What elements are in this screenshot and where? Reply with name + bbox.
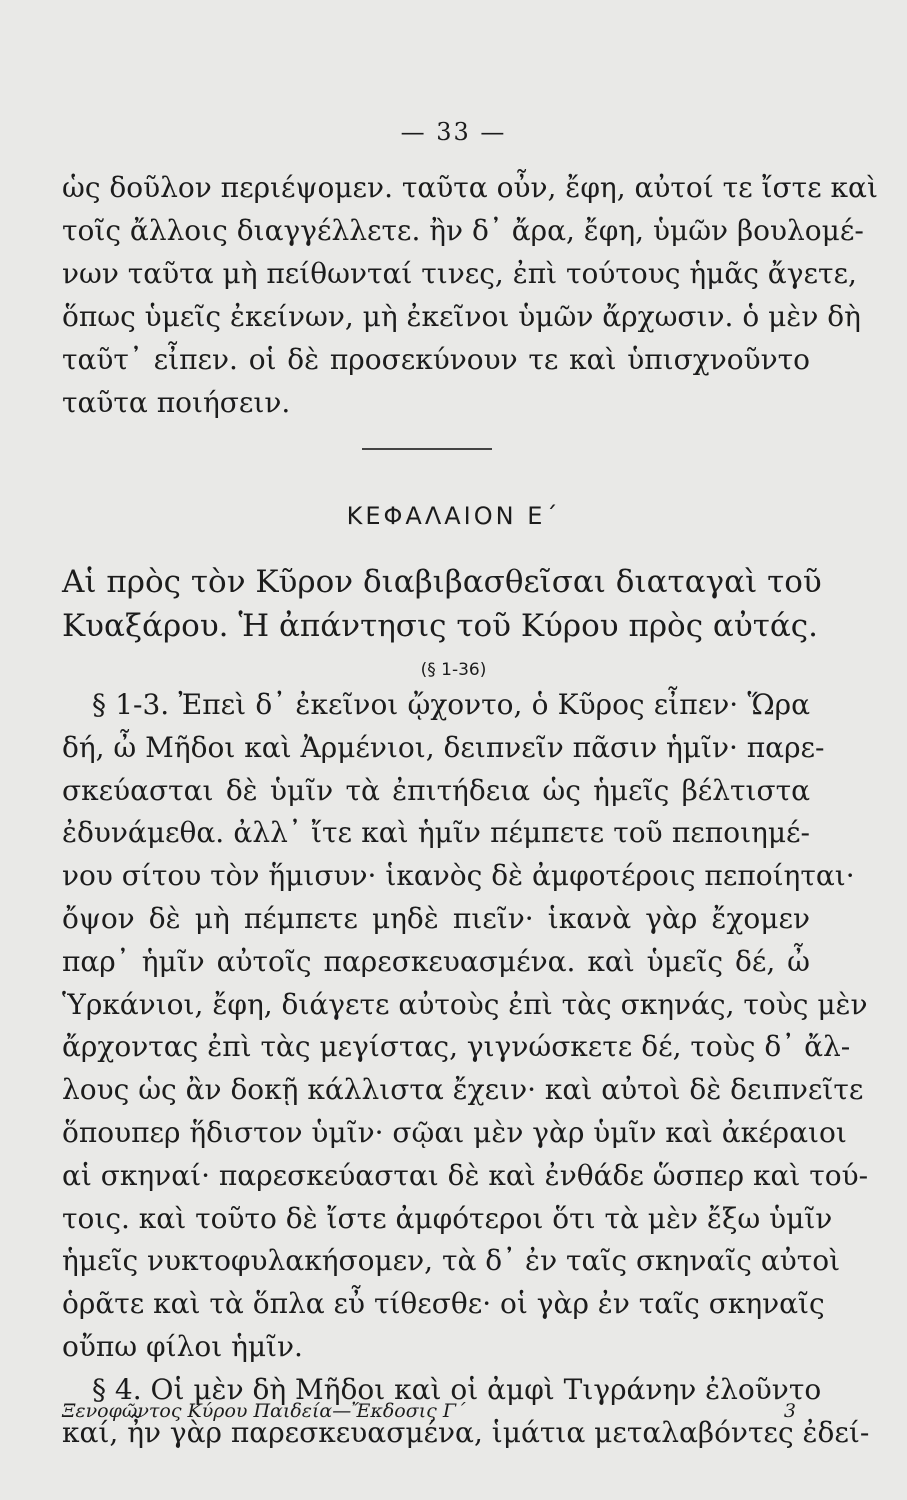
text-line: Ὑρκάνιοι, ἔφη, διάγετε αὐτοὺς ἐπὶ τὰς σκηνάς, τοὺς μὲν <box>62 987 868 1021</box>
text-line: ὁρᾶτε καὶ τὰ ὅπλα εὖ τίθεσθε· οἱ γὰρ ἐν ταῖς σκηναῖς <box>62 1287 825 1321</box>
section-reference: (§ 1-36) <box>420 660 487 680</box>
text-line: οὔπω φίλοι ἡμῖν. <box>62 1329 303 1363</box>
text-line: § 4. Οἱ μὲν δὴ Μῆδοι καὶ οἱ ἀμφὶ Τιγράνην ἐλοῦντο <box>92 1372 822 1406</box>
text-line: ἐδυνάμεθα. ἀλλ᾽ ἴτε καὶ ἡμῖν πέμπετε τοῦ πεποιημέ- <box>62 816 810 850</box>
text-line: ὅπουπερ ἥδιστον ὑμῖν· σῷαι μὲν γὰρ ὑμῖν καὶ ἀκέραιοι <box>62 1115 847 1149</box>
text-line: παρ᾽ ἡμῖν αὐτοῖς παρεσκευασμένα. καὶ ὑμεῖς δέ, ὦ <box>62 944 810 978</box>
chapter-title <box>62 560 822 648</box>
footer-title: Ξενοφῶντος Κύρου Παιδεία—Ἔκδοσις Γ΄ <box>62 1400 466 1422</box>
signature-mark: 3 <box>783 1400 796 1422</box>
text-line: λους ὡς ἂν δοκῇ κάλλιστα ἔχειν· καὶ αὐτοὶ δὲ δειπνεῖτε <box>62 1073 864 1107</box>
top-paragraph <box>62 166 878 424</box>
text-line: ταῦτα ποιήσειν. <box>62 386 291 419</box>
text-line: ἡμεῖς νυκτοφυλακήσομεν, τὰ δ᾽ ἐν ταῖς σκηναῖς αὐτοὶ <box>62 1244 841 1278</box>
text-line: ταῦτ᾽ εἶπεν. οἱ δὲ προσεκύνουν τε καὶ ὑπισχνοῦντο <box>62 343 810 376</box>
text-line: ὡς δοῦλον περιέψομεν. ταῦτα οὖν, ἔφη, αὐτοί τε ἴστε καὶ <box>62 171 878 204</box>
text-line: § 1-3. Ἐπεὶ δ᾽ ἐκεῖνοι ᾤχοντο, ὁ Κῦρος εἶπεν· Ὥρα <box>92 688 810 721</box>
text-line: καί, ἦν γὰρ παρεσκευασμένα, ἱμάτια μεταλαβόντες ἐδεί- <box>62 1415 870 1449</box>
section-divider <box>362 448 492 450</box>
text-line: σκεύασται δὲ ὑμῖν τὰ ἐπιτήδεια ὡς ἡμεῖς βέλτιστα <box>62 773 810 807</box>
body-text <box>62 684 870 1454</box>
chapter-title-line: Κυαξάρου. Ἡ ἀπάντησις τοῦ Κύρου πρὸς αὐτάς. <box>62 608 819 644</box>
text-line: ὄψον δὲ μὴ πέμπετε μηδὲ πιεῖν· ἱκανὰ γὰρ ἔχομεν <box>62 901 810 935</box>
text-line: νων ταῦτα μὴ πείθωνταί τινες, ἐπὶ τούτους ἡμᾶς ἄγετε, <box>62 257 857 290</box>
text-line: νου σίτου τὸν ἥμισυν· ἱκανὸς δὲ ἀμφοτέροις πεποίηται· <box>62 859 855 893</box>
text-line: δή, ὦ Μῆδοι καὶ Ἀρμένιοι, δειπνεῖν πᾶσιν ἡμῖν· παρε- <box>62 730 825 764</box>
chapter-title-line: Αἱ πρὸς τὸν Κῦρον διαβιβασθεῖσαι διαταγαὶ τοῦ <box>62 564 822 600</box>
page-footer <box>62 1400 810 1432</box>
text-line: ὅπως ὑμεῖς ἐκείνων, μὴ ἐκεῖνοι ὑμῶν ἄρχωσιν. ὁ μὲν δὴ <box>62 300 861 333</box>
text-line: τοῖς ἄλλοις διαγγέλλετε. ἢν δ᾽ ἄρα, ἔφη, ὑμῶν βουλομέ- <box>62 214 864 247</box>
text-line: ἄρχοντας ἐπὶ τὰς μεγίστας, γιγνώσκετε δέ, τοὺς δ᾽ ἄλ- <box>62 1030 851 1064</box>
text-line: τοις. καὶ τοῦτο δὲ ἴστε ἀμφότεροι ὅτι τὰ μὲν ἔξω ὑμῖν <box>62 1201 833 1235</box>
text-line: αἱ σκηναί· παρεσκεύασται δὲ καὶ ἐνθάδε ὥσπερ καὶ τού- <box>62 1158 869 1192</box>
page-number: — 33 — <box>400 118 507 146</box>
chapter-label: ΚΕΦΑΛΑΙΟΝ Ε΄ <box>346 502 561 530</box>
